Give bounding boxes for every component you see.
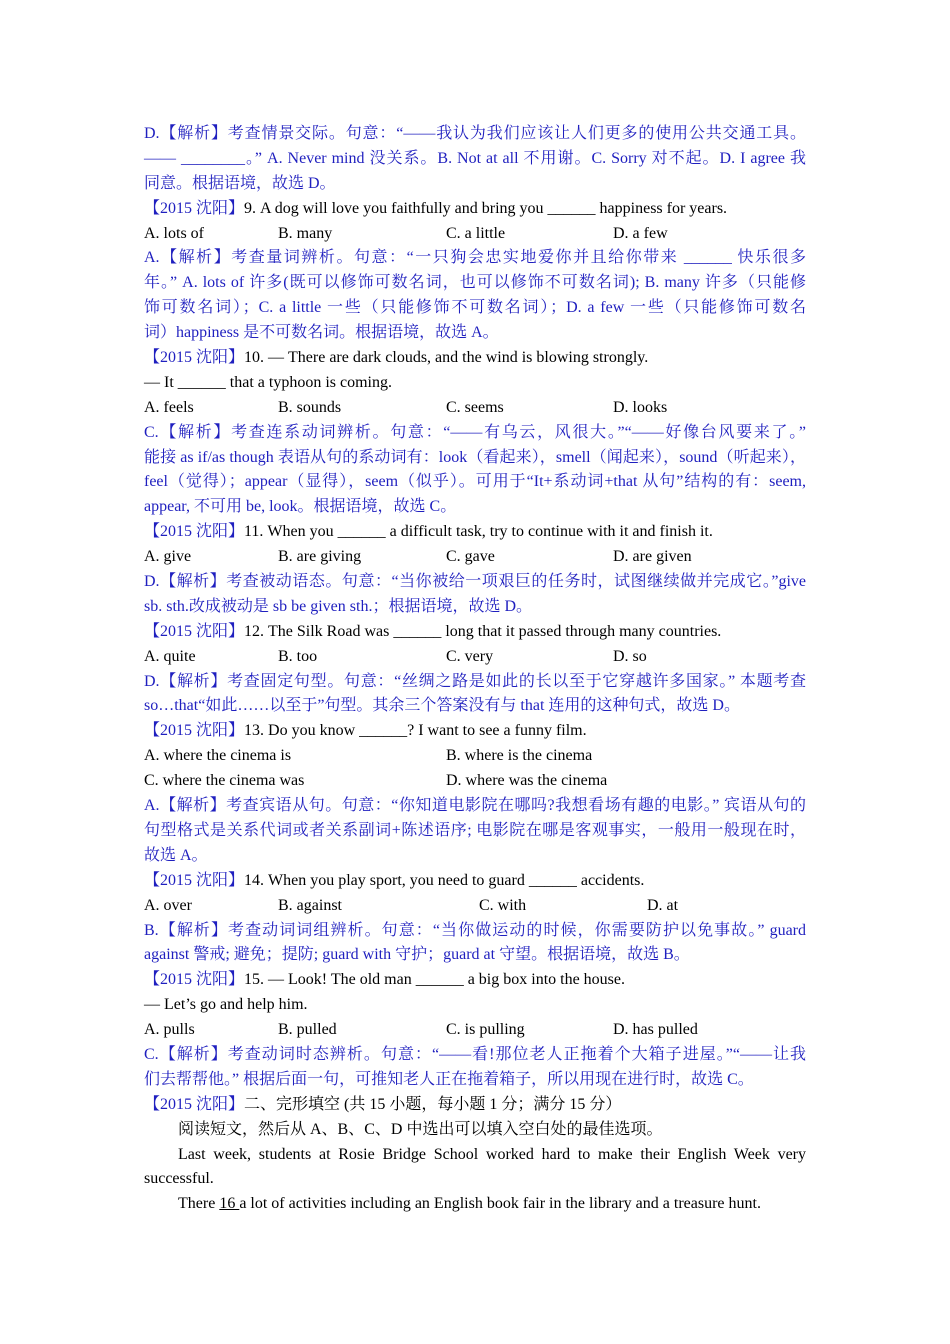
explanation-line: feel（觉得）；appear（显得），seem（似乎）。可用于“It+系动词+that 从句”结构的有：seem,	[144, 473, 806, 491]
option-a: A. over	[144, 896, 192, 914]
passage-text: There	[178, 1195, 220, 1213]
source-tag: 【2015 沈阳】	[144, 349, 245, 367]
explanation-line: sb. sth.改成被动是 sb be given sth.；根据语境，故选 D。	[144, 597, 533, 615]
option-d: D. where was the cinema	[446, 772, 608, 790]
option-b: B. pulled	[278, 1021, 337, 1039]
explanation-line: D.【解析】考查情景交际。句意：“——我认为我们应该让人们更多的使用公共交通工具。	[144, 125, 806, 142]
explanation-line: C.【解析】考查连系动词辨析。句意：“——有乌云，风很大。”“——好像台风要来了。”	[144, 423, 806, 441]
source-tag: 【2015 沈阳】	[144, 871, 245, 889]
question-text: 12. The Silk Road was ______ long that it passed through many countries.	[244, 622, 722, 640]
options-row	[144, 645, 806, 670]
option-b: B. many	[278, 224, 333, 242]
options-row	[144, 396, 806, 421]
option-a: A. give	[144, 548, 192, 566]
question-text: 10. — There are dark clouds, and the wind is blowing strongly.	[244, 349, 649, 367]
source-tag: 【2015 沈阳】	[144, 722, 245, 740]
source-tag: 【2015 沈阳】	[144, 523, 245, 541]
explanation-line: 们去帮帮他。” 根据后面一句，可推知老人正在拖着箱子，所以用现在进行时，故选 C。	[144, 1070, 754, 1088]
explanation-line: 词）happiness 是不可数名词。根据语境，故选 A。	[144, 324, 499, 342]
option-c: C. is pulling	[446, 1021, 525, 1039]
explanation-line: D.【解析】考查固定句型。句意：“丝绸之路是如此的长以至于它穿越许多国家。” 本题考查	[144, 672, 806, 690]
explanation-line: —— ________。” A. Never mind 没关系。B. Not at all 不用谢。C. Sorry 对不起。D. I agree 我	[144, 149, 806, 167]
explanation-line: 同意。根据语境，故选 D。	[144, 174, 336, 192]
option-a: A. feels	[144, 398, 194, 416]
source-tag: 【2015 沈阳】	[144, 622, 245, 640]
question-12	[144, 620, 806, 645]
options-row	[144, 894, 806, 919]
option-c: C. gave	[446, 548, 495, 566]
explanation-line: A.【解析】考查宾语从句。句意：“你知道电影院在哪吗?我想看场有趣的电影。” 宾语从句的	[144, 797, 806, 815]
options-row	[144, 744, 806, 769]
source-tag: 【2015 沈阳】	[144, 1095, 245, 1113]
source-tag: 【2015 沈阳】	[144, 199, 245, 217]
explanation-line: B.【解析】考查动词词组辨析。句意：“当你做运动的时候，你需要防护以免事故。” guard	[144, 921, 806, 939]
question-15	[144, 968, 806, 993]
section-title: 二、完形填空 (共 15 小题，每小题 1 分；满分 15 分）	[244, 1095, 622, 1113]
option-b: B. where is the cinema	[446, 747, 593, 765]
option-d: D. has pulled	[613, 1021, 698, 1039]
options-row	[144, 769, 806, 794]
option-a: A. pulls	[144, 1021, 195, 1039]
options-row	[144, 1018, 806, 1043]
explanation-line: D.【解析】考查被动语态。句意：“当你被给一项艰巨的任务时，试图继续做并完成它。”give	[144, 573, 806, 591]
question-text: — It ______ that a typhoon is coming.	[144, 373, 392, 391]
explanation-line: 饰可数名词）；C. a little 一些（只能修饰不可数名词）；D. a few 一些（只能修饰可数名	[144, 299, 806, 317]
question-text: 9. A dog will love you faithfully and bring you ______ happiness for years.	[244, 199, 728, 217]
option-b: B. against	[278, 896, 342, 914]
question-text: 14. When you play sport, you need to guard ______ accidents.	[244, 871, 645, 889]
options-row	[144, 545, 806, 570]
option-d: D. at	[647, 896, 679, 914]
option-b: B. are giving	[278, 548, 362, 566]
explanation-line: 能接 as if/as though 表语从句的系动词有：look（看起来），smell（闻起来），sound（听起来），	[144, 448, 806, 466]
question-text: — Let’s go and help him.	[144, 996, 308, 1014]
option-c: C. with	[479, 896, 527, 914]
option-c: C. a little	[446, 224, 506, 242]
instruction: 阅读短文，然后从 A、B、C、D 中选出可以填入空白处的最佳选项。	[178, 1120, 663, 1138]
question-text: 15. — Look! The old man ______ a big box into the house.	[244, 971, 626, 989]
question-text: 11. When you ______ a difficult task, try to continue with it and finish it.	[244, 523, 713, 541]
explanation-line: against 警戒; 避免；提防; guard with 守护；guard at 守望。根据语境，故选 B。	[144, 946, 690, 964]
passage-text: a lot of activities including an English book fair in the library and a treasure hunt.	[239, 1195, 761, 1213]
options-row	[144, 222, 806, 247]
section-heading	[144, 1093, 806, 1118]
question-text: 13. Do you know ______? I want to see a funny film.	[244, 722, 587, 740]
option-a: A. quite	[144, 647, 196, 665]
question-13	[144, 719, 806, 744]
explanation-line: appear, 不可用 be, look。根据语境，故选 C。	[144, 498, 457, 516]
question-14	[144, 869, 806, 894]
passage-line: successful.	[144, 1170, 214, 1188]
passage-line: Last week, students at Rosie Bridge School worked hard to make their English Week very	[178, 1145, 806, 1163]
option-c: C. where the cinema was	[144, 772, 305, 790]
option-c: C. very	[446, 647, 494, 665]
option-a: A. where the cinema is	[144, 747, 292, 765]
explanation-line: 故选 A。	[144, 846, 208, 864]
question-10	[144, 346, 806, 371]
question-9	[144, 197, 806, 222]
option-d: D. are given	[613, 548, 692, 566]
option-b: B. too	[278, 647, 318, 665]
blank-number: 16	[219, 1195, 240, 1213]
option-b: B. sounds	[278, 398, 342, 416]
source-tag: 【2015 沈阳】	[144, 971, 245, 989]
explanation-line: 年。” A. lots of 许多(既可以修饰可数名词，也可以修饰不可数名词); B. many 许多（只能修	[144, 274, 806, 292]
option-c: C. seems	[446, 398, 504, 416]
question-11	[144, 520, 806, 545]
explanation-line: A.【解析】考查量词辨析。句意：“一只狗会忠实地爱你并且给你带来 ______ 快乐很多	[144, 249, 806, 267]
document-page	[144, 122, 806, 1217]
explanation-line: so…that“如此……以至于”句型。其余三个答案没有与 that 连用的这种句式，故选 D。	[144, 697, 740, 715]
explanation-line: C.【解析】考查动词时态辨析。句意：“——看!那位老人正拖着个大箱子进屋。”“——让我	[144, 1045, 806, 1063]
option-d: D. looks	[613, 398, 668, 416]
option-d: D. so	[613, 647, 647, 665]
option-a: A. lots of	[144, 224, 204, 242]
option-d: D. a few	[613, 224, 668, 242]
passage-line	[144, 1192, 806, 1217]
explanation-line: 句型格式是关系代词或者关系副词+陈述语序; 电影院在哪是客观事实，一般用一般现在时，	[144, 821, 806, 839]
